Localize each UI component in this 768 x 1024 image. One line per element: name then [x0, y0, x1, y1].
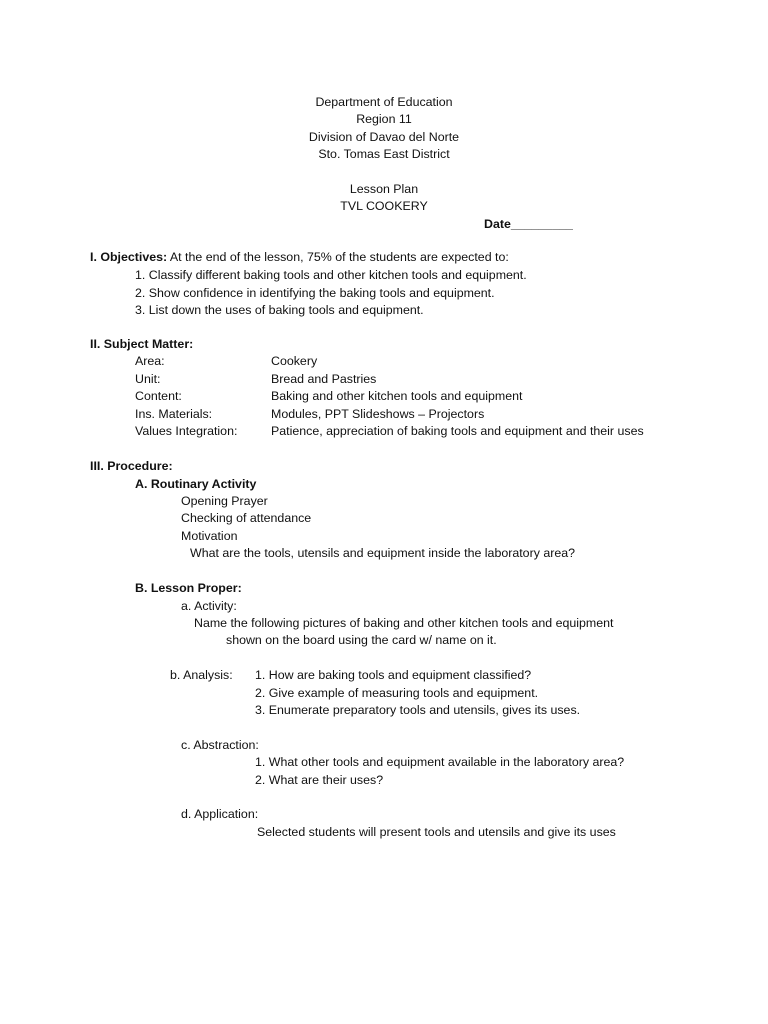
subject-matter-label: Content:: [135, 389, 182, 403]
objectives-heading: I. Objectives:: [90, 250, 168, 264]
subject-matter-table: [135, 353, 644, 441]
procedure-heading: III. Procedure:: [90, 459, 173, 473]
activity-text-line-1: Name the following pictures of baking and other kitchen tools and equipment: [194, 616, 614, 630]
subject-matter-row: [135, 423, 644, 441]
activity-text-line-2: shown on the board using the card w/ name on it.: [226, 633, 497, 647]
subject-matter-label: Ins. Materials:: [135, 406, 213, 421]
subject-matter-heading: II. Subject Matter:: [90, 337, 194, 351]
objective-item-2: 2. Show confidence in identifying the baking tools and equipment.: [135, 286, 495, 300]
subject-matter-value: Bread and Pastries: [271, 371, 377, 386]
subject-matter-label: Area:: [135, 354, 165, 368]
document-header: [0, 94, 768, 216]
analysis-label: b. Analysis:: [170, 668, 233, 682]
header-subject: TVL COOKERY: [340, 199, 428, 214]
application-label: d. Application:: [181, 807, 259, 821]
analysis-item-3: 3. Enumerate preparatory tools and utensils, gives its uses.: [255, 703, 581, 717]
subject-matter-value: Patience, appreciation of baking tools and equipment and their uses: [271, 424, 644, 438]
subject-matter-row: [135, 406, 644, 424]
application-text: Selected students will present tools and utensils and give its uses: [257, 825, 616, 839]
abstraction-item-2: 2. What are their uses?: [255, 773, 384, 787]
routinary-item-motivation: Motivation: [181, 529, 238, 543]
subject-matter-value: Cookery: [271, 354, 318, 368]
subject-matter-row: [135, 371, 644, 389]
routinary-item-attendance: Checking of attendance: [181, 511, 312, 525]
header-region: Region 11: [356, 112, 412, 127]
header-department: Department of Education: [315, 95, 453, 109]
header-district: Sto. Tomas East District: [318, 147, 450, 162]
analysis-item-1: 1. How are baking tools and equipment classified?: [255, 668, 532, 682]
abstraction-label: c. Abstraction:: [181, 738, 259, 752]
header-lesson-plan: Lesson Plan: [349, 181, 419, 196]
subject-matter-label: Unit:: [135, 371, 161, 386]
motivation-question: What are the tools, utensils and equipment inside the laboratory area?: [190, 546, 576, 560]
objective-item-1: 1. Classify different baking tools and other kitchen tools and equipment.: [135, 268, 527, 282]
subject-matter-value: Modules, PPT Slideshows – Projectors: [271, 406, 485, 421]
activity-label: a. Activity:: [181, 599, 237, 613]
objectives-intro: At the end of the lesson, 75% of the students are expected to:: [167, 250, 509, 264]
abstraction-item-1: 1. What other tools and equipment available in the laboratory area?: [255, 755, 625, 769]
analysis-item-2: 2. Give example of measuring tools and equipment.: [255, 686, 539, 700]
header-division: Division of Davao del Norte: [308, 129, 460, 144]
objectives-line: [90, 249, 509, 266]
routinary-activity-heading: A. Routinary Activity: [135, 477, 257, 491]
lesson-proper-heading: B. Lesson Proper:: [135, 581, 242, 595]
routinary-item-opening-prayer: Opening Prayer: [181, 494, 268, 508]
subject-matter-row: [135, 388, 644, 406]
date-field: Date_________: [484, 217, 573, 231]
subject-matter-value: Baking and other kitchen tools and equipment: [271, 389, 523, 403]
objective-item-3: 3. List down the uses of baking tools and equipment.: [135, 303, 424, 317]
subject-matter-row: [135, 353, 644, 371]
subject-matter-label: Values Integration:: [135, 424, 238, 438]
